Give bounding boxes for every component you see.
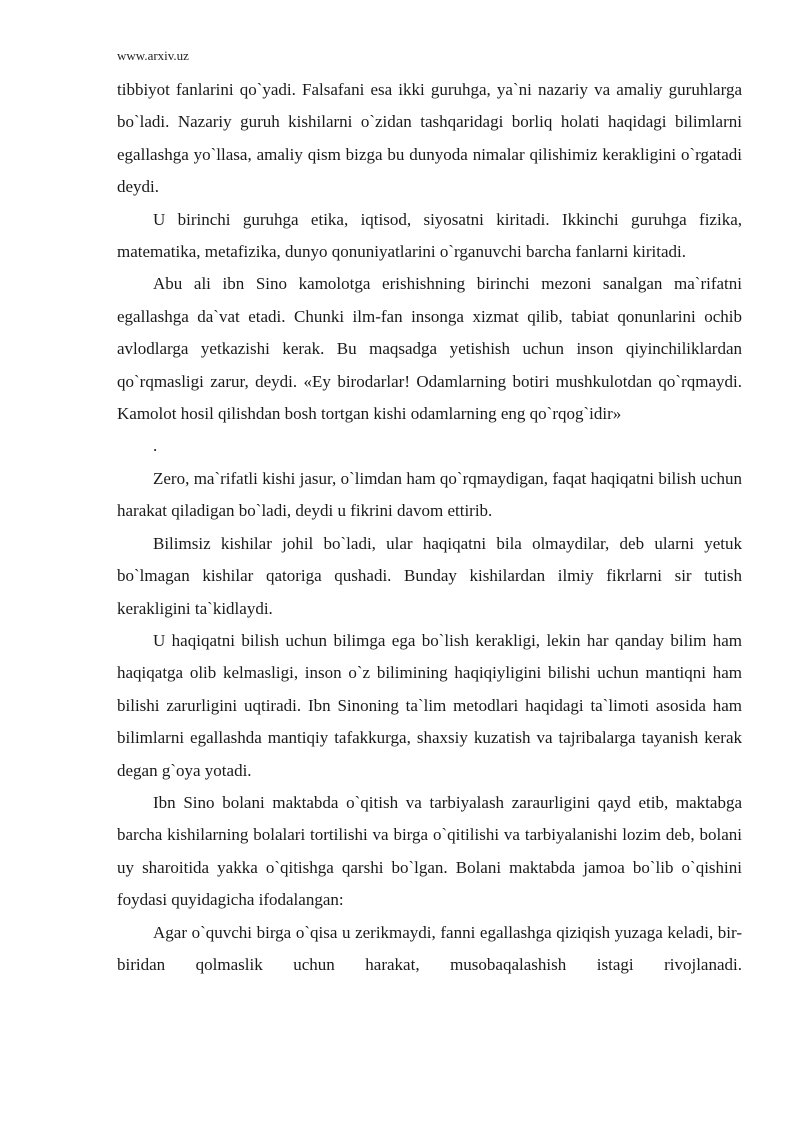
- paragraph: Agar o`quvchi birga o`qisa u zerikmaydi, fanni egallashga qiziqish yuzaga keladi, bir-biridan qolmaslik uchun harakat, musobaqalashish istagi rivojlanadi.: [117, 922, 742, 974]
- paragraph: Ibn Sino bolani maktabda o`qitish va tarbiyalash zaraurligini qayd etib, maktabga barcha kishilarning bolalari tortilishi va birga o`qitilishi va tarbiyalanishi lozim deb, bolani uy sharoitida yakka o`qitishga qarshi bo`lgan. Bolani maktabda jamoa bo`lib o`qishini foydasi quyidagicha ifodalangan:: [117, 792, 742, 910]
- paragraph: Bilimsiz kishilar johil bo`ladi, ular haqiqatni bila olmaydilar, deb ularni yetuk bo`lmagan kishilar qatoriga qushadi. Bunday kishilardan ilmiy fikrlarni sir tutish kerakligini ta`kidlaydi.: [117, 533, 742, 618]
- paragraph: tibbiyot fanlarini qo`yadi. Falsafani esa ikki guruhga, ya`ni nazariy va amaliy guruhlarga bo`ladi. Nazariy guruh kishilarni o`zidan tashqaridagi borliq holati haqidagi bilimlarni egallashga yo`llasa, amaliy qism bizga bu dunyoda nimalar qilishimiz kerakligini o`rgatadi deydi.: [117, 80, 742, 197]
- paragraph: Zero, ma`rifatli kishi jasur, o`limdan ham qo`rqmaydigan, faqat haqiqatni bilish uchun harakat qiladigan bo`ladi, deydi u fikrini davom ettirib.: [117, 468, 742, 521]
- paragraph: .: [153, 436, 158, 456]
- paragraph: U birinchi guruhga etika, iqtisod, siyosatni kiritadi. Ikkinchi guruhga fizika, matematika, metafizika, dunyo qonuniyatlarini o`rganuvchi barcha fanlarni kiritadi.: [117, 209, 742, 262]
- paragraph: Abu ali ibn Sino kamolotga erishishning birinchi mezoni sanalgan ma`rifatni egallashga da`vat etadi. Chunki ilm-fan insonga xizmat qilib, tabiat qonunlarini ochib avlodlarga yetkazishi kerak. Bu maqsadga yetishish uchun inson qiyinchiliklardan qo`rqmasligi zarur, deydi. «Ey birodarlar! Odamlarning botiri mushkulotdan qo`rqmaydi. Kamolot hosil qilishdan bosh tortgan kishi odamlarning eng qo`rqog`idir»: [117, 274, 742, 424]
- header-url: www.arxiv.uz: [117, 48, 189, 63]
- paragraph: U haqiqatni bilish uchun bilimga ega bo`lish kerakligi, lekin har qanday bilim ham haqiqatga olib kelmasligi, inson o`z bilimining haqiqiyligini bilishi uchun mantiqni ham bilishi zarurligini uqtiradi. Ibn Sinoning ta`lim metodlari haqidagi ta`limoti asosida ham bilimlarni egallashda mantiqiy tafakkurga, shaxsiy kuzatish va tajribalarga tayanish kerak degan g`oya yotadi.: [117, 630, 742, 780]
- document-body: [117, 74, 742, 981]
